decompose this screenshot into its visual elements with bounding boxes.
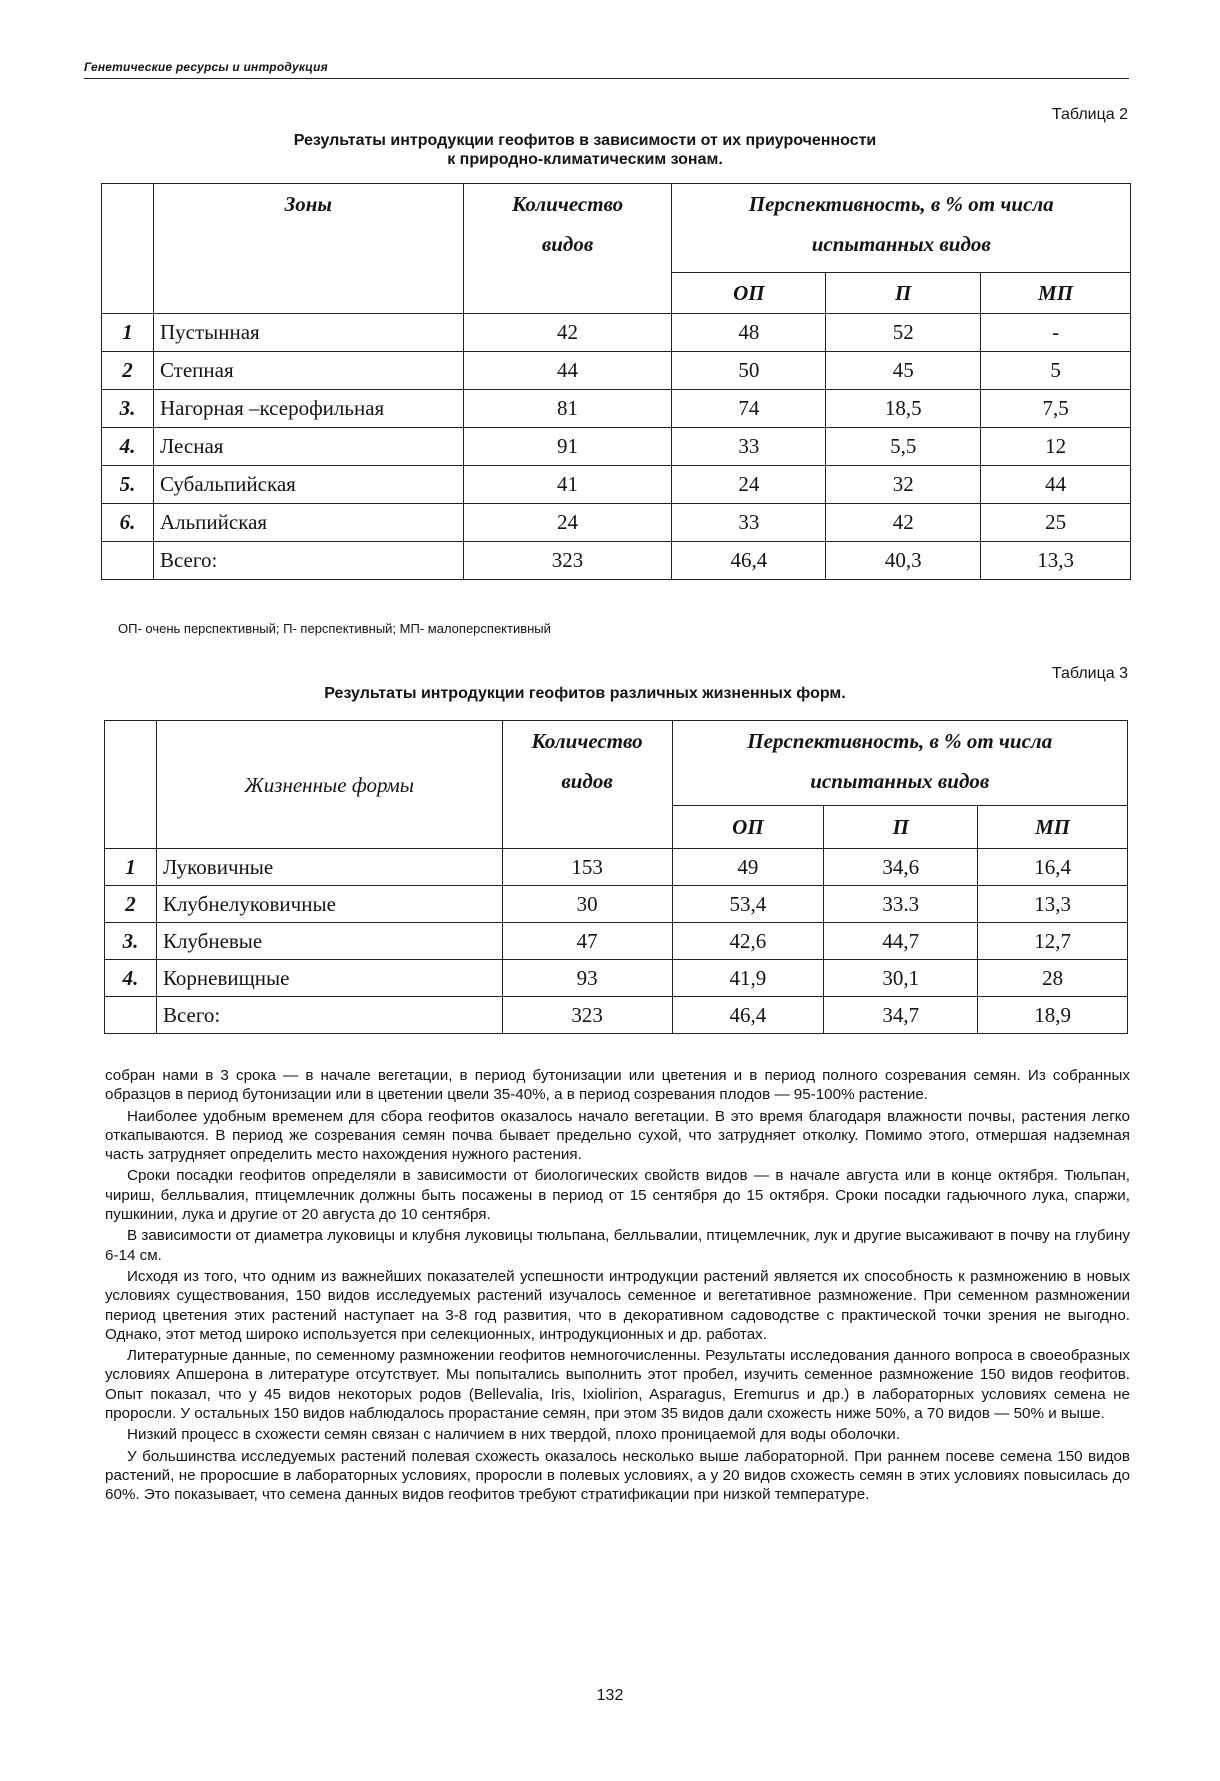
table2-row [102, 352, 1131, 390]
table3-row-name: Клубневые [156, 923, 502, 960]
table2-number: Таблица 2 [1051, 106, 1128, 123]
table2-row-mp: 12 [981, 428, 1131, 466]
table3-row-p: 44,7 [824, 923, 978, 960]
body-paragraph: В зависимости от диаметра луковицы и клубня луковицы тюльпана, белльвалии, птицемлечник, лук и другие высаживают в почву на глубину 6-14 см. [105, 1227, 1130, 1264]
table3-row-mp: 12,7 [978, 923, 1128, 960]
table3-mp-header: МП [978, 806, 1128, 849]
table2 [101, 183, 1131, 580]
table2-mp-header: МП [981, 273, 1131, 314]
table3-row-index: 3. [105, 923, 157, 960]
table2-row-p: 52 [826, 314, 981, 352]
table3-header-row [105, 721, 1128, 806]
table2-row-op: 24 [672, 466, 826, 504]
table2-row-index: 4. [102, 428, 154, 466]
table3 [104, 720, 1128, 1034]
table3-row-count: 93 [502, 960, 672, 997]
table3-persp-header [672, 721, 1127, 806]
table2-persp-header-line1: Перспективность, в % от числа [748, 192, 1054, 216]
table3-row-p: 34,7 [824, 997, 978, 1034]
table3-row [105, 923, 1128, 960]
table2-zone-header: Зоны [153, 184, 463, 314]
table3-row-name: Луковичные [156, 849, 502, 886]
table2-row [102, 466, 1131, 504]
table2-title-line1: Результаты интродукции геофитов в зависимости от их приуроченности [293, 132, 877, 149]
body-paragraph: Наиболее удобным временем для сбора геофитов оказалось начало вегетации. В это время благодаря влажности почвы, растения легко откапываются. В период же созревания семян почва бывает предельно сухой, что затрудняет отколку. Помимо этого, отмершая надземная часть затрудняет определить место нахождения нужного растения. [105, 1107, 1130, 1164]
table2-count-header [463, 184, 672, 314]
table3-number: Таблица 3 [1051, 665, 1128, 682]
table3-p-header: П [824, 806, 978, 849]
table2-row-count: 323 [463, 542, 672, 580]
table3-row-index: 4. [105, 960, 157, 997]
table2-row-p: 32 [826, 466, 981, 504]
table3-persp-header-line2: испытанных видов [810, 769, 990, 793]
table2-row-name: Степная [153, 352, 463, 390]
table2-row-index: 2 [102, 352, 154, 390]
table2-row-mp: 44 [981, 466, 1131, 504]
table2-row-count: 41 [463, 466, 672, 504]
table3-row-op: 53,4 [672, 886, 824, 923]
table2-footnote: ОП- очень перспективный; П- перспективный; МП- малоперспективный [118, 621, 551, 636]
table2-row-count: 24 [463, 504, 672, 542]
article-body [105, 1066, 1130, 1507]
page-number: 132 [596, 1687, 624, 1704]
table2-count-header-line1: Количество [511, 192, 624, 216]
table2-row-index: 1 [102, 314, 154, 352]
table2-row-mp: 13,3 [981, 542, 1131, 580]
table2-row-count: 91 [463, 428, 672, 466]
table3-count-header-line1: Количество [531, 729, 643, 753]
table2-row-op: 74 [672, 390, 826, 428]
table3-row-name: Всего: [156, 997, 502, 1034]
table2-row [102, 390, 1131, 428]
table3-row-name: Корневищные [156, 960, 502, 997]
table2-title [200, 131, 970, 169]
table2-row-name: Пустынная [153, 314, 463, 352]
table3-form-header: Жизненные формы [156, 721, 502, 849]
table3-row-count: 323 [502, 997, 672, 1034]
table2-row [102, 542, 1131, 580]
table3-persp-header-line1: Перспективность, в % от числа [747, 729, 1053, 753]
table2-header-row [102, 184, 1131, 273]
table2-row-op: 46,4 [672, 542, 826, 580]
table3-row-op: 42,6 [672, 923, 824, 960]
table2-row [102, 428, 1131, 466]
table2-row-p: 18,5 [826, 390, 981, 428]
table3-row-index [105, 997, 157, 1034]
table3-row-op: 41,9 [672, 960, 824, 997]
table3-row-count: 153 [502, 849, 672, 886]
body-paragraph: У большинства исследуемых растений полевая схожесть оказалось несколько выше лабораторной. При раннем посеве семена 150 видов растений, не проросшие в лабораторных условиях, проросли в полевых условиях, а у 20 видов схожесть семян в этих условиях повысилась до 60%. Это показывает, что семена данных видов геофитов требуют стратификации при низкой температуре. [105, 1447, 1130, 1504]
table3-row [105, 997, 1128, 1034]
table2-row-count: 44 [463, 352, 672, 390]
table2-row-p: 5,5 [826, 428, 981, 466]
table2-row-index [102, 542, 154, 580]
table3-row-count: 30 [502, 886, 672, 923]
body-paragraph: Сроки посадки геофитов определяли в зависимости от биологических свойств видов — в начале августа или в конце октября. Тюльпан, чириш, белльвалия, птицемлечник должны быть посажены в период от 15 сентября до 15 октября. Сроки посадки гадьючного лука, спаржи, пушкинии, лука и другие от 20 августа до 10 сентября. [105, 1167, 1130, 1224]
body-paragraph: Литературные данные, по семенному размножении геофитов немногочисленны. Результаты исследования данного вопроса в своеобразных условиях Апшерона в литературе отсутствует. Мы попытались выполнить этот пробел, изучить семенное размножение 150 видов геофитов. Опыт показал, что у 45 видов некоторых родов (Bellevalia, Iris, Ixiolirion, Asparagus, Eremurus и др.) в лабораторных условиях семена не проросли. У остальных 150 видов наблюдалось прорастание семян, при этом 35 видов дали схожесть ниже 50%, а 70 видов — 50% и выше. [105, 1347, 1130, 1423]
table2-row-p: 40,3 [826, 542, 981, 580]
table3-row [105, 886, 1128, 923]
running-head: Генетические ресурсы и интродукция [84, 60, 328, 74]
table2-row-mp: - [981, 314, 1131, 352]
table3-index-header [105, 721, 157, 849]
table2-row-index: 3. [102, 390, 154, 428]
table3-row-op: 46,4 [672, 997, 824, 1034]
table2-row-mp: 5 [981, 352, 1131, 390]
table3-row-mp: 18,9 [978, 997, 1128, 1034]
body-paragraph: Исходя из того, что одним из важнейших показателей успешности интродукции растений является их способность к размножению в новых условиях существования, 150 видов исследуемых растений изучалось семенное и вегетативное размножение. При семенном размножении период цветения этих растений наступает на 3-8 год развития, что в декоративном садоводстве с практической точки зрения не выгодно. Однако, этот метод широко используется при селекционных, интродукционных и др. работах. [105, 1267, 1130, 1343]
table3-row-count: 47 [502, 923, 672, 960]
table2-p-header: П [826, 273, 981, 314]
table2-row-name: Субальпийская [153, 466, 463, 504]
body-paragraph: собран нами в 3 срока — в начале вегетации, в период бутонизации или цветения и в период полного созревания семян. Из собранных образцов в период бутонизации или в цветении цвели 35-40%, а в период созревания плодов — 95-100% растение. [105, 1067, 1130, 1104]
table2-row-mp: 25 [981, 504, 1131, 542]
table2-row [102, 504, 1131, 542]
table2-row-op: 50 [672, 352, 826, 390]
table2-row-p: 42 [826, 504, 981, 542]
table3-op-header: ОП [672, 806, 824, 849]
table3-title: Результаты интродукции геофитов различных жизненных форм. [324, 685, 846, 702]
table2-row-name: Лесная [153, 428, 463, 466]
table2-row [102, 314, 1131, 352]
table3-row-mp: 13,3 [978, 886, 1128, 923]
table2-persp-header-line2: испытанных видов [811, 232, 991, 256]
table3-row [105, 849, 1128, 886]
table3-row-index: 2 [105, 886, 157, 923]
table2-op-header: ОП [672, 273, 826, 314]
table3-row-p: 34,6 [824, 849, 978, 886]
table2-row-mp: 7,5 [981, 390, 1131, 428]
table3-row [105, 960, 1128, 997]
table2-row-name: Альпийская [153, 504, 463, 542]
table2-count-header-line2: видов [541, 232, 594, 256]
table3-count-header-line2: видов [561, 769, 613, 793]
table2-persp-header [672, 184, 1131, 273]
table2-row-count: 42 [463, 314, 672, 352]
table2-row-count: 81 [463, 390, 672, 428]
table3-row-op: 49 [672, 849, 824, 886]
table3-row-index: 1 [105, 849, 157, 886]
table2-row-op: 48 [672, 314, 826, 352]
table3-row-p: 33.3 [824, 886, 978, 923]
body-paragraph: Низкий процесс в схожести семян связан с наличием в них твердой, плохо проницаемой для воды оболочки. [127, 1426, 900, 1444]
table3-row-p: 30,1 [824, 960, 978, 997]
table3-row-name: Клубнелуковичные [156, 886, 502, 923]
table3-row-mp: 16,4 [978, 849, 1128, 886]
table2-row-name: Нагорная –ксерофильная [153, 390, 463, 428]
table3-count-header [502, 721, 672, 849]
table2-title-line2: к природно-климатическим зонам. [447, 151, 723, 168]
header-rule [84, 78, 1129, 79]
table2-index-header [102, 184, 154, 314]
table2-row-name: Всего: [153, 542, 463, 580]
table2-row-index: 6. [102, 504, 154, 542]
table2-row-op: 33 [672, 504, 826, 542]
table2-row-op: 33 [672, 428, 826, 466]
table2-row-index: 5. [102, 466, 154, 504]
table3-row-mp: 28 [978, 960, 1128, 997]
table2-row-p: 45 [826, 352, 981, 390]
